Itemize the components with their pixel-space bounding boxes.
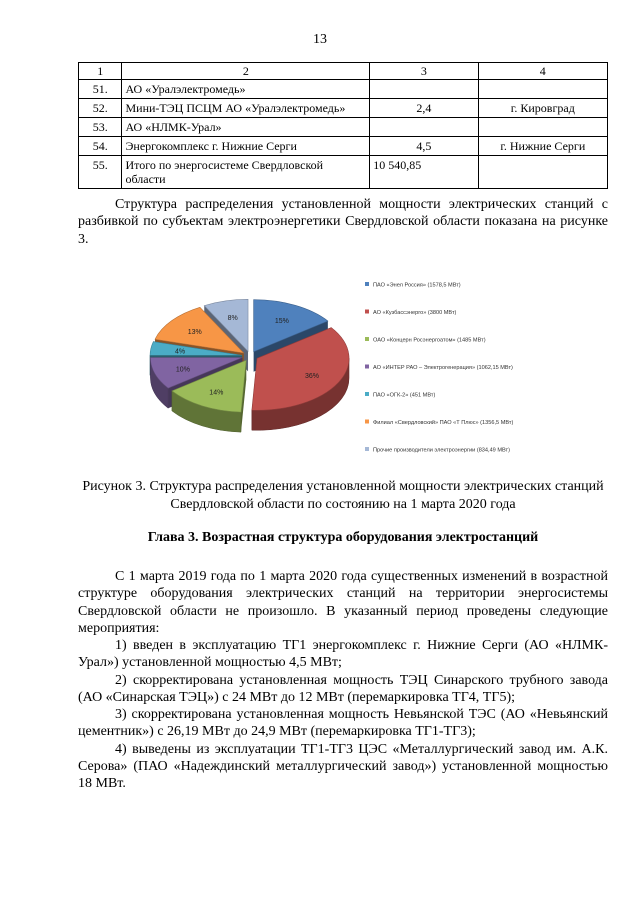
table-row-total <box>79 156 608 189</box>
table-header-cell: 3 <box>370 63 478 80</box>
list-item: 1) введен в эксплуатацию ТГ1 энергокомплекс г. Нижние Серги (АО «НЛМК-Урал») установленной мощностью 4,5 МВт; <box>78 638 608 671</box>
power-plants-table <box>78 62 608 189</box>
row-place <box>478 118 607 137</box>
row-power <box>370 80 478 99</box>
legend-entry: Филиал «Свердловский» ПАО «Т Плюс» (1356,5 МВт) <box>373 420 514 426</box>
pie-data-label: 4% <box>175 348 186 356</box>
pie-data-label: 13% <box>187 329 202 337</box>
body-paragraph: С 1 марта 2019 года по 1 марта 2020 года существенных изменений в возрастной структуре оборудования электрических станций на территории энергосистемы Свердловской области не произошло. В указанный период проведены следующие мероприятия: <box>78 569 608 636</box>
row-place: г. Нижние Серги <box>478 137 607 156</box>
legend-entry: АО «ИНТЕР РАО – Электрогенерация» (1062,15 МВт) <box>373 365 513 371</box>
table-header-cell: 2 <box>122 63 370 80</box>
table-row <box>79 137 608 156</box>
row-number: 52. <box>79 99 122 118</box>
legend-entry: Прочие производители электроэнергии (834,49 МВт) <box>373 447 510 454</box>
legend-swatch <box>365 392 369 396</box>
table-header-cell: 1 <box>79 63 122 80</box>
legend-swatch <box>365 420 369 424</box>
legend-entry: ПАО «ОГК-2» (451 МВт) <box>373 392 436 399</box>
row-name: АО «НЛМК-Урал» <box>122 118 370 137</box>
list-item: 3) скорректирована установленная мощность Невьянской ТЭС (АО «Невьянский цементник») с 26,19 МВт до 24,9 МВт (перемаркировка ТГ1-ТГ3); <box>78 707 608 740</box>
list-item: 4) выведены из эксплуатации ТГ1-ТГ3 ЦЭС «Металлургический завод им. А.К. Серова» (ПАО «Надеждинский металлургический завод») установленной мощностью 18 МВт. <box>78 741 608 792</box>
pie-data-label: 8% <box>227 315 238 323</box>
legend-swatch <box>365 447 369 451</box>
row-name: Мини-ТЭЦ ПСЦМ АО «Уралэлектромедь» <box>122 99 370 118</box>
page-number: 13 <box>313 32 327 47</box>
pie-data-label: 14% <box>209 389 224 397</box>
row-number: 55. <box>79 156 122 189</box>
row-power: 2,4 <box>370 99 478 118</box>
row-number: 53. <box>79 118 122 137</box>
row-place <box>478 156 607 189</box>
table-header-cell: 4 <box>478 63 607 80</box>
legend-swatch <box>365 310 369 314</box>
legend-swatch <box>365 365 369 369</box>
row-place <box>478 80 607 99</box>
legend-swatch <box>365 337 369 341</box>
row-place: г. Кировград <box>478 99 607 118</box>
chapter-heading: Глава 3. Возрастная структура оборудования электростанций <box>147 530 539 545</box>
intro-paragraph: Структура распределения установленной мощности электрических станций с разбивкой по субъектам электроэнергетики Свердловской области показана на рисунке 3. <box>78 197 608 247</box>
pie-data-label: 15% <box>274 318 289 326</box>
legend-entry: ОАО «Концерн Росэнергоатом» (1485 МВт) <box>373 337 486 344</box>
table-row <box>79 118 608 137</box>
pie-data-label: 10% <box>175 366 190 374</box>
row-name: Итого по энергосистеме Свердловской области <box>122 156 370 189</box>
measures-list <box>78 637 608 793</box>
row-power: 10 540,85 <box>370 156 478 189</box>
table-row <box>79 99 608 118</box>
legend-swatch <box>365 282 369 286</box>
row-name: Энергокомплекс г. Нижние Серги <box>122 137 370 156</box>
row-name: АО «Уралэлектромедь» <box>122 80 370 99</box>
row-power <box>370 118 478 137</box>
legend-entry: ПАО «Энел Россия» (1578,5 МВт) <box>373 282 461 289</box>
list-item: 2) скорректирована установленная мощность ТЭЦ Синарского трубного завода (АО «Синарская ТЭЦ») с 24 МВт до 12 МВт (перемаркировка ТГ4, ТГ5); <box>78 672 608 705</box>
table-header-row <box>79 63 608 80</box>
figure-caption: Рисунок 3. Структура распределения установленной мощности электрических станций Свердловской области по состоянию на 1 марта 2020 года <box>82 479 604 512</box>
legend-entry: АО «Кузбассэнерго» (3800 МВт) <box>373 310 457 316</box>
row-number: 51. <box>79 80 122 99</box>
pie-data-label: 36% <box>305 373 320 381</box>
row-power: 4,5 <box>370 137 478 156</box>
pie-chart <box>140 278 600 463</box>
row-number: 54. <box>79 137 122 156</box>
table-row <box>79 80 608 99</box>
